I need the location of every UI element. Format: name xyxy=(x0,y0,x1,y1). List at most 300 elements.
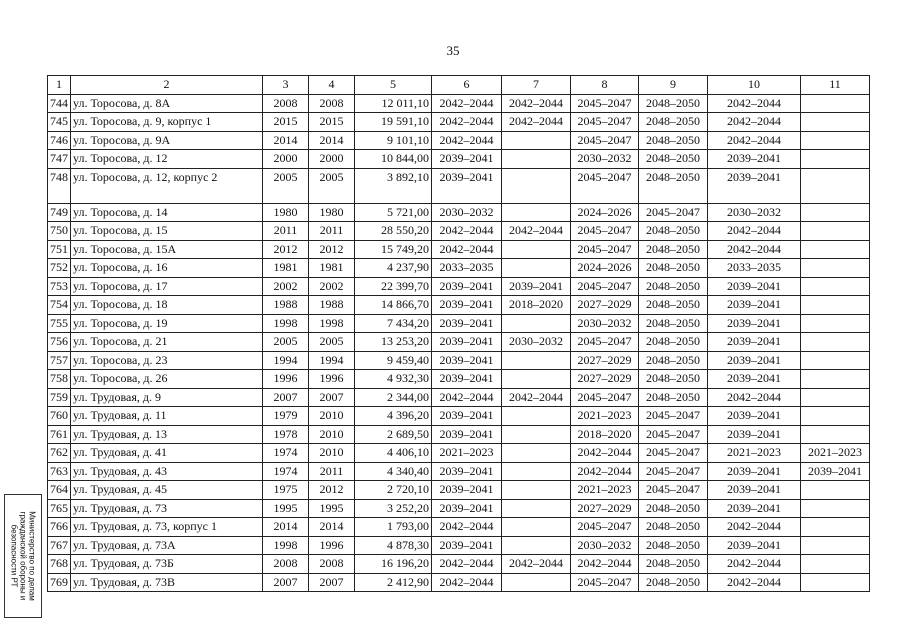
period-col-11-cell xyxy=(801,555,870,574)
commission-year-cell: 1988 xyxy=(309,296,355,315)
row-number-cell: 767 xyxy=(48,536,71,555)
commission-year-cell: 1980 xyxy=(309,203,355,222)
row-number-cell: 756 xyxy=(48,333,71,352)
commission-year-cell: 2002 xyxy=(309,277,355,296)
column-header-8: 8 xyxy=(571,76,639,95)
build-year-cell: 2011 xyxy=(263,222,309,241)
period-col-9-cell: 2048–2050 xyxy=(639,351,708,370)
build-year-cell: 2015 xyxy=(263,113,309,132)
area-cell: 4 340,40 xyxy=(355,462,432,481)
row-number-cell: 755 xyxy=(48,314,71,333)
period-col-6-cell: 2039–2041 xyxy=(432,481,502,500)
address-cell: ул. Торосова, д. 19 xyxy=(71,314,263,333)
period-col-7-cell xyxy=(502,425,571,444)
commission-year-cell: 1996 xyxy=(309,536,355,555)
period-col-6-cell: 2042–2044 xyxy=(432,573,502,592)
period-col-11-cell xyxy=(801,94,870,113)
period-col-9-cell: 2048–2050 xyxy=(639,150,708,169)
table-row xyxy=(48,203,870,222)
period-col-10-cell: 2042–2044 xyxy=(708,94,801,113)
period-col-6-cell: 2039–2041 xyxy=(432,425,502,444)
table-row xyxy=(48,555,870,574)
period-col-11-cell xyxy=(801,131,870,150)
build-year-cell: 2008 xyxy=(263,94,309,113)
table-row xyxy=(48,314,870,333)
row-number-cell: 764 xyxy=(48,481,71,500)
period-col-9-cell: 2048–2050 xyxy=(639,277,708,296)
build-year-cell: 2012 xyxy=(263,240,309,259)
period-col-7-cell: 2042–2044 xyxy=(502,222,571,241)
column-header-2: 2 xyxy=(71,76,263,95)
page-number: 35 xyxy=(446,43,460,58)
period-col-9-cell: 2045–2047 xyxy=(639,425,708,444)
period-col-8-cell: 2042–2044 xyxy=(571,462,639,481)
period-col-10-cell: 2042–2044 xyxy=(708,113,801,132)
period-col-11-cell xyxy=(801,259,870,278)
period-col-7-cell: 2039–2041 xyxy=(502,277,571,296)
period-col-7-cell xyxy=(502,370,571,389)
period-col-9-cell: 2048–2050 xyxy=(639,94,708,113)
period-col-6-cell: 2042–2044 xyxy=(432,222,502,241)
build-year-cell: 2014 xyxy=(263,131,309,150)
area-cell: 2 412,90 xyxy=(355,573,432,592)
period-col-8-cell: 2021–2023 xyxy=(571,481,639,500)
column-header-1: 1 xyxy=(48,76,71,95)
period-col-7-cell xyxy=(502,314,571,333)
column-header-5: 5 xyxy=(355,76,432,95)
area-cell: 1 793,00 xyxy=(355,518,432,537)
table-row xyxy=(48,351,870,370)
period-col-8-cell: 2045–2047 xyxy=(571,222,639,241)
row-number-cell: 768 xyxy=(48,555,71,574)
address-cell: ул. Торосова, д. 26 xyxy=(71,370,263,389)
commission-year-cell: 2010 xyxy=(309,407,355,426)
stamp-text: Министерство по делам гражданской обороны и безопасности РТ xyxy=(9,511,37,601)
build-year-cell: 2014 xyxy=(263,518,309,537)
commission-year-cell: 2000 xyxy=(309,150,355,169)
period-col-8-cell: 2024–2026 xyxy=(571,259,639,278)
commission-year-cell: 2007 xyxy=(309,573,355,592)
period-col-9-cell: 2048–2050 xyxy=(639,573,708,592)
period-col-11-cell xyxy=(801,113,870,132)
period-col-6-cell: 2042–2044 xyxy=(432,388,502,407)
period-col-11-cell xyxy=(801,203,870,222)
table-row xyxy=(48,499,870,518)
build-year-cell: 1975 xyxy=(263,481,309,500)
period-col-11-cell: 2039–2041 xyxy=(801,462,870,481)
period-col-10-cell: 2033–2035 xyxy=(708,259,801,278)
address-cell: ул. Торосова, д. 8А xyxy=(71,94,263,113)
commission-year-cell: 2014 xyxy=(309,131,355,150)
address-cell: ул. Трудовая, д. 43 xyxy=(71,462,263,481)
address-cell: ул. Трудовая, д. 73А xyxy=(71,536,263,555)
address-cell: ул. Торосова, д. 9А xyxy=(71,131,263,150)
period-col-7-cell xyxy=(502,518,571,537)
period-col-10-cell: 2042–2044 xyxy=(708,518,801,537)
period-col-8-cell: 2030–2032 xyxy=(571,536,639,555)
build-year-cell: 1994 xyxy=(263,351,309,370)
period-col-11-cell xyxy=(801,314,870,333)
build-year-cell: 1974 xyxy=(263,444,309,463)
build-year-cell: 1979 xyxy=(263,407,309,426)
build-year-cell: 2002 xyxy=(263,277,309,296)
period-col-9-cell: 2048–2050 xyxy=(639,240,708,259)
build-year-cell: 2008 xyxy=(263,555,309,574)
build-year-cell: 2007 xyxy=(263,388,309,407)
area-cell: 2 344,00 xyxy=(355,388,432,407)
commission-year-cell: 2011 xyxy=(309,222,355,241)
period-col-7-cell: 2042–2044 xyxy=(502,555,571,574)
period-col-6-cell: 2039–2041 xyxy=(432,351,502,370)
table-row xyxy=(48,536,870,555)
area-cell: 28 550,20 xyxy=(355,222,432,241)
build-year-cell: 1998 xyxy=(263,536,309,555)
commission-year-cell: 1981 xyxy=(309,259,355,278)
table-row xyxy=(48,131,870,150)
address-cell: ул. Торосова, д. 12 xyxy=(71,150,263,169)
period-col-6-cell: 2039–2041 xyxy=(432,333,502,352)
area-cell: 2 720,10 xyxy=(355,481,432,500)
period-col-10-cell: 2039–2041 xyxy=(708,333,801,352)
period-col-8-cell: 2027–2029 xyxy=(571,296,639,315)
period-col-9-cell: 2048–2050 xyxy=(639,113,708,132)
period-col-6-cell: 2039–2041 xyxy=(432,370,502,389)
period-col-9-cell: 2048–2050 xyxy=(639,370,708,389)
area-cell: 13 253,20 xyxy=(355,333,432,352)
period-col-8-cell: 2027–2029 xyxy=(571,351,639,370)
period-col-10-cell: 2042–2044 xyxy=(708,388,801,407)
address-cell: ул. Торосова, д. 18 xyxy=(71,296,263,315)
period-col-8-cell: 2045–2047 xyxy=(571,131,639,150)
period-col-9-cell: 2048–2050 xyxy=(639,518,708,537)
period-col-6-cell: 2042–2044 xyxy=(432,518,502,537)
period-col-10-cell: 2039–2041 xyxy=(708,150,801,169)
period-col-8-cell: 2045–2047 xyxy=(571,388,639,407)
address-cell: ул. Трудовая, д. 73 xyxy=(71,499,263,518)
commission-year-cell: 2005 xyxy=(309,333,355,352)
table-row xyxy=(48,370,870,389)
commission-year-cell: 2014 xyxy=(309,518,355,537)
build-year-cell: 1996 xyxy=(263,370,309,389)
period-col-7-cell xyxy=(502,240,571,259)
build-year-cell: 1988 xyxy=(263,296,309,315)
build-year-cell: 2005 xyxy=(263,333,309,352)
area-cell: 3 892,10 xyxy=(355,168,432,203)
address-cell: ул. Трудовая, д. 45 xyxy=(71,481,263,500)
row-number-cell: 749 xyxy=(48,203,71,222)
column-header-4: 4 xyxy=(309,76,355,95)
period-col-9-cell: 2045–2047 xyxy=(639,481,708,500)
period-col-7-cell xyxy=(502,573,571,592)
area-cell: 10 844,00 xyxy=(355,150,432,169)
period-col-6-cell: 2042–2044 xyxy=(432,94,502,113)
commission-year-cell: 2011 xyxy=(309,462,355,481)
area-cell: 12 011,10 xyxy=(355,94,432,113)
period-col-10-cell: 2039–2041 xyxy=(708,351,801,370)
period-col-11-cell xyxy=(801,425,870,444)
period-col-10-cell: 2039–2041 xyxy=(708,462,801,481)
address-cell: ул. Трудовая, д. 73, корпус 1 xyxy=(71,518,263,537)
period-col-6-cell: 2039–2041 xyxy=(432,536,502,555)
row-number-cell: 746 xyxy=(48,131,71,150)
row-number-cell: 765 xyxy=(48,499,71,518)
period-col-8-cell: 2042–2044 xyxy=(571,555,639,574)
commission-year-cell: 1995 xyxy=(309,499,355,518)
period-col-10-cell: 2030–2032 xyxy=(708,203,801,222)
row-number-cell: 753 xyxy=(48,277,71,296)
build-year-cell: 1998 xyxy=(263,314,309,333)
period-col-9-cell: 2045–2047 xyxy=(639,203,708,222)
period-col-10-cell: 2042–2044 xyxy=(708,222,801,241)
period-col-7-cell xyxy=(502,150,571,169)
period-col-6-cell: 2039–2041 xyxy=(432,168,502,203)
period-col-10-cell: 2039–2041 xyxy=(708,370,801,389)
table-row xyxy=(48,150,870,169)
period-col-8-cell: 2045–2047 xyxy=(571,113,639,132)
period-col-9-cell: 2048–2050 xyxy=(639,222,708,241)
area-cell: 15 749,20 xyxy=(355,240,432,259)
period-col-9-cell: 2048–2050 xyxy=(639,131,708,150)
period-col-10-cell: 2042–2044 xyxy=(708,240,801,259)
period-col-7-cell xyxy=(502,407,571,426)
period-col-6-cell: 2042–2044 xyxy=(432,113,502,132)
period-col-10-cell: 2039–2041 xyxy=(708,277,801,296)
period-col-10-cell: 2021–2023 xyxy=(708,444,801,463)
table-row xyxy=(48,277,870,296)
table-row xyxy=(48,240,870,259)
period-col-6-cell: 2039–2041 xyxy=(432,314,502,333)
table-row xyxy=(48,573,870,592)
period-col-11-cell: 2021–2023 xyxy=(801,444,870,463)
commission-year-cell: 2012 xyxy=(309,240,355,259)
period-col-10-cell: 2039–2041 xyxy=(708,425,801,444)
header-row xyxy=(48,76,870,95)
column-header-10: 10 xyxy=(708,76,801,95)
period-col-10-cell: 2042–2044 xyxy=(708,131,801,150)
table-body xyxy=(48,94,870,592)
period-col-11-cell xyxy=(801,573,870,592)
period-col-10-cell: 2042–2044 xyxy=(708,555,801,574)
commission-year-cell: 1994 xyxy=(309,351,355,370)
area-cell: 2 689,50 xyxy=(355,425,432,444)
period-col-9-cell: 2045–2047 xyxy=(639,462,708,481)
period-col-7-cell: 2018–2020 xyxy=(502,296,571,315)
commission-year-cell: 1996 xyxy=(309,370,355,389)
commission-year-cell: 2005 xyxy=(309,168,355,203)
area-cell: 14 866,70 xyxy=(355,296,432,315)
period-col-7-cell: 2042–2044 xyxy=(502,94,571,113)
area-cell: 9 101,10 xyxy=(355,131,432,150)
period-col-8-cell: 2024–2026 xyxy=(571,203,639,222)
commission-year-cell: 2010 xyxy=(309,444,355,463)
area-cell: 4 237,90 xyxy=(355,259,432,278)
commission-year-cell: 2010 xyxy=(309,425,355,444)
column-header-11: 11 xyxy=(801,76,870,95)
period-col-11-cell xyxy=(801,296,870,315)
period-col-7-cell xyxy=(502,536,571,555)
table-row xyxy=(48,113,870,132)
address-cell: ул. Торосова, д. 17 xyxy=(71,277,263,296)
period-col-7-cell: 2030–2032 xyxy=(502,333,571,352)
area-cell: 16 196,20 xyxy=(355,555,432,574)
table-row xyxy=(48,222,870,241)
period-col-6-cell: 2042–2044 xyxy=(432,240,502,259)
table-row xyxy=(48,407,870,426)
period-col-10-cell: 2039–2041 xyxy=(708,407,801,426)
address-cell: ул. Торосова, д. 14 xyxy=(71,203,263,222)
period-col-7-cell xyxy=(502,168,571,203)
build-year-cell: 1981 xyxy=(263,259,309,278)
period-col-8-cell: 2045–2047 xyxy=(571,277,639,296)
row-number-cell: 757 xyxy=(48,351,71,370)
period-col-8-cell: 2045–2047 xyxy=(571,94,639,113)
row-number-cell: 754 xyxy=(48,296,71,315)
address-cell: ул. Торосова, д. 12, корпус 2 xyxy=(71,168,263,203)
period-col-9-cell: 2048–2050 xyxy=(639,296,708,315)
period-col-11-cell xyxy=(801,240,870,259)
period-col-8-cell: 2027–2029 xyxy=(571,370,639,389)
period-col-6-cell: 2039–2041 xyxy=(432,407,502,426)
period-col-8-cell: 2027–2029 xyxy=(571,499,639,518)
build-year-cell: 1974 xyxy=(263,462,309,481)
period-col-10-cell: 2039–2041 xyxy=(708,481,801,500)
period-col-10-cell: 2042–2044 xyxy=(708,573,801,592)
address-cell: ул. Трудовая, д. 41 xyxy=(71,444,263,463)
area-cell: 9 459,40 xyxy=(355,351,432,370)
period-col-7-cell xyxy=(502,481,571,500)
period-col-6-cell: 2021–2023 xyxy=(432,444,502,463)
period-col-8-cell: 2045–2047 xyxy=(571,518,639,537)
row-number-cell: 748 xyxy=(48,168,71,203)
row-number-cell: 769 xyxy=(48,573,71,592)
row-number-cell: 747 xyxy=(48,150,71,169)
table-row xyxy=(48,518,870,537)
column-header-3: 3 xyxy=(263,76,309,95)
table-row xyxy=(48,481,870,500)
period-col-8-cell: 2045–2047 xyxy=(571,573,639,592)
column-header-9: 9 xyxy=(639,76,708,95)
period-col-7-cell xyxy=(502,259,571,278)
build-year-cell: 1980 xyxy=(263,203,309,222)
commission-year-cell: 2012 xyxy=(309,481,355,500)
address-cell: ул. Трудовая, д. 13 xyxy=(71,425,263,444)
table-row xyxy=(48,333,870,352)
table-row xyxy=(48,462,870,481)
period-col-7-cell xyxy=(502,444,571,463)
area-cell: 4 878,30 xyxy=(355,536,432,555)
area-cell: 22 399,70 xyxy=(355,277,432,296)
period-col-7-cell xyxy=(502,203,571,222)
address-cell: ул. Торосова, д. 16 xyxy=(71,259,263,278)
period-col-11-cell xyxy=(801,333,870,352)
row-number-cell: 750 xyxy=(48,222,71,241)
commission-year-cell: 2007 xyxy=(309,388,355,407)
address-cell: ул. Трудовая, д. 9 xyxy=(71,388,263,407)
period-col-11-cell xyxy=(801,222,870,241)
period-col-11-cell xyxy=(801,150,870,169)
commission-year-cell: 2015 xyxy=(309,113,355,132)
commission-year-cell: 1998 xyxy=(309,314,355,333)
period-col-11-cell xyxy=(801,168,870,203)
period-col-7-cell xyxy=(502,499,571,518)
period-col-9-cell: 2048–2050 xyxy=(639,259,708,278)
commission-year-cell: 2008 xyxy=(309,555,355,574)
row-number-cell: 766 xyxy=(48,518,71,537)
period-col-10-cell: 2039–2041 xyxy=(708,499,801,518)
address-cell: ул. Торосова, д. 21 xyxy=(71,333,263,352)
period-col-10-cell: 2039–2041 xyxy=(708,168,801,203)
period-col-9-cell: 2048–2050 xyxy=(639,168,708,203)
row-number-cell: 751 xyxy=(48,240,71,259)
table-row xyxy=(48,296,870,315)
period-col-8-cell: 2045–2047 xyxy=(571,333,639,352)
period-col-11-cell xyxy=(801,518,870,537)
table-row xyxy=(48,425,870,444)
period-col-9-cell: 2048–2050 xyxy=(639,555,708,574)
period-col-9-cell: 2048–2050 xyxy=(639,333,708,352)
table-row xyxy=(48,388,870,407)
row-number-cell: 758 xyxy=(48,370,71,389)
period-col-8-cell: 2042–2044 xyxy=(571,444,639,463)
period-col-7-cell xyxy=(502,131,571,150)
period-col-6-cell: 2039–2041 xyxy=(432,150,502,169)
address-cell: ул. Торосова, д. 23 xyxy=(71,351,263,370)
period-col-9-cell: 2048–2050 xyxy=(639,499,708,518)
period-col-7-cell: 2042–2044 xyxy=(502,388,571,407)
row-number-cell: 761 xyxy=(48,425,71,444)
period-col-8-cell: 2030–2032 xyxy=(571,150,639,169)
build-year-cell: 2000 xyxy=(263,150,309,169)
row-number-cell: 760 xyxy=(48,407,71,426)
period-col-7-cell: 2042–2044 xyxy=(502,113,571,132)
build-year-cell: 1995 xyxy=(263,499,309,518)
period-col-10-cell: 2039–2041 xyxy=(708,314,801,333)
period-col-8-cell: 2045–2047 xyxy=(571,168,639,203)
address-cell: ул. Трудовая, д. 11 xyxy=(71,407,263,426)
period-col-9-cell: 2048–2050 xyxy=(639,314,708,333)
column-header-7: 7 xyxy=(502,76,571,95)
period-col-8-cell: 2021–2023 xyxy=(571,407,639,426)
period-col-11-cell xyxy=(801,277,870,296)
area-cell: 19 591,10 xyxy=(355,113,432,132)
area-cell: 4 406,10 xyxy=(355,444,432,463)
table-row xyxy=(48,168,870,203)
build-year-cell: 2005 xyxy=(263,168,309,203)
period-col-11-cell xyxy=(801,351,870,370)
period-col-11-cell xyxy=(801,481,870,500)
table-row xyxy=(48,259,870,278)
area-cell: 7 434,20 xyxy=(355,314,432,333)
period-col-11-cell xyxy=(801,388,870,407)
period-col-6-cell: 2042–2044 xyxy=(432,555,502,574)
period-col-7-cell xyxy=(502,462,571,481)
area-cell: 3 252,20 xyxy=(355,499,432,518)
period-col-11-cell xyxy=(801,536,870,555)
row-number-cell: 763 xyxy=(48,462,71,481)
housing-repair-schedule-table xyxy=(47,75,870,592)
area-cell: 4 396,20 xyxy=(355,407,432,426)
address-cell: ул. Трудовая, д. 73Б xyxy=(71,555,263,574)
period-col-11-cell xyxy=(801,370,870,389)
column-header-6: 6 xyxy=(432,76,502,95)
period-col-7-cell xyxy=(502,351,571,370)
ministry-stamp xyxy=(4,494,42,618)
row-number-cell: 752 xyxy=(48,259,71,278)
build-year-cell: 1978 xyxy=(263,425,309,444)
period-col-6-cell: 2039–2041 xyxy=(432,499,502,518)
address-cell: ул. Трудовая, д. 73В xyxy=(71,573,263,592)
period-col-11-cell xyxy=(801,499,870,518)
